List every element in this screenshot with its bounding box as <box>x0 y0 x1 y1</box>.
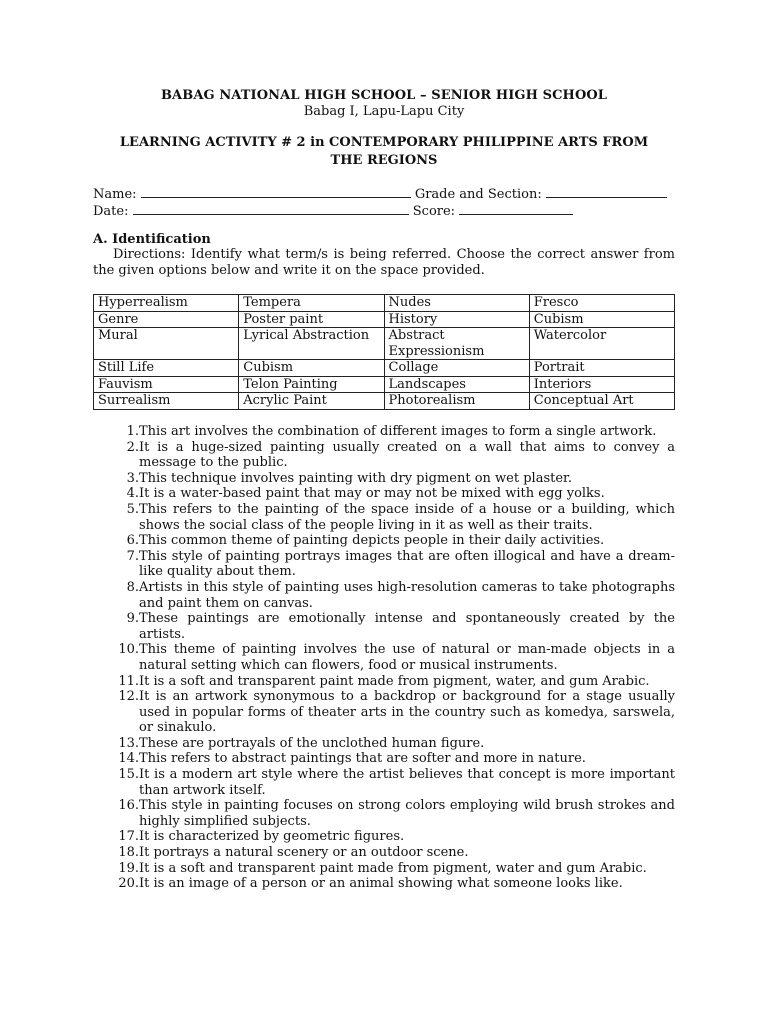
option-cell: Tempera <box>239 295 384 312</box>
question-text: This style of painting portrays images that are often illogical and have a dream-like quality about them. <box>139 548 675 580</box>
option-cell: Mural <box>94 328 239 360</box>
directions-text: Directions: Identify what term/s is being referred. Choose the correct answer from the given options below and write it on the space provided. <box>93 247 675 278</box>
question-number: 13. <box>118 735 139 751</box>
question-item <box>93 845 675 861</box>
options-row <box>94 295 675 312</box>
question-text: It is a modern art style where the artist believes that concept is more important than artwork itself. <box>139 767 675 798</box>
option-cell: History <box>384 311 529 328</box>
option-cell: Genre <box>94 311 239 328</box>
question-item <box>93 876 675 892</box>
question-item <box>93 751 675 767</box>
question-number: 3. <box>126 470 139 486</box>
question-item <box>93 798 675 829</box>
question-item <box>93 767 675 798</box>
question-text: This theme of painting involves the use of natural or man-made objects in a natural setting which can flowers, food or musical instruments. <box>139 642 675 673</box>
question-number: 17. <box>118 829 139 845</box>
question-item <box>93 689 675 736</box>
question-text: This common theme of painting depicts people in their daily activities. <box>139 533 605 549</box>
question-item <box>93 829 675 845</box>
question-text: These paintings are emotionally intense and spontaneously created by the artists. <box>139 611 675 642</box>
question-list <box>93 424 675 892</box>
date-field[interactable] <box>133 201 409 215</box>
option-cell: Nudes <box>384 295 529 312</box>
activity-title-line-1: LEARNING ACTIVITY # 2 in CONTEMPORARY PHILIPPINE ARTS FROM <box>119 135 649 150</box>
options-row <box>94 311 675 328</box>
score-field[interactable] <box>459 201 573 215</box>
activity-title-line-2: THE REGIONS <box>330 153 438 168</box>
question-text: This refers to the painting of the space inside of a house or a building, which shows the social class of the people living in it as well as their traits. <box>139 501 675 533</box>
question-item <box>93 674 675 690</box>
activity-title <box>84 134 684 170</box>
question-text: It is a soft and transparent paint made from pigment, water and gum Arabic. <box>139 860 647 876</box>
question-item <box>93 549 675 580</box>
question-text: It is characterized by geometric figures. <box>139 829 405 845</box>
question-number: 6. <box>126 533 139 549</box>
question-item <box>93 861 675 877</box>
question-item <box>93 440 675 471</box>
question-text: This technique involves painting with dry pigment on wet plaster. <box>139 470 572 486</box>
question-number: 19. <box>118 860 139 876</box>
option-cell: Watercolor <box>529 328 674 360</box>
option-cell: Conceptual Art <box>529 393 674 410</box>
option-cell: Abstract Expressionism <box>384 328 529 360</box>
question-item <box>93 424 675 440</box>
question-text: It is an image of a person or an animal showing what someone looks like. <box>139 876 623 892</box>
question-item <box>93 580 675 611</box>
options-row <box>94 360 675 377</box>
question-number: 14. <box>118 751 139 767</box>
option-cell: Surrealism <box>94 393 239 410</box>
question-text: It is a soft and transparent paint made from pigment, water, and gum Arabic. <box>139 673 650 689</box>
section-title: A. Identification <box>93 232 211 247</box>
option-cell: Cubism <box>529 311 674 328</box>
question-number: 12. <box>118 689 139 705</box>
options-table <box>93 294 675 410</box>
option-cell: Collage <box>384 360 529 377</box>
option-cell: Poster paint <box>239 311 384 328</box>
question-item <box>93 486 675 502</box>
option-cell: Lyrical Abstraction <box>239 328 384 360</box>
school-name: BABAG NATIONAL HIGH SCHOOL – SENIOR HIGH SCHOOL <box>160 88 608 103</box>
school-address: Babag I, Lapu-Lapu City <box>303 104 465 119</box>
question-number: 16. <box>118 798 139 814</box>
name-label: Name: <box>93 187 137 202</box>
question-text: This style in painting focuses on strong colors employing wild brush strokes and highly simplified subjects. <box>139 798 675 829</box>
question-item <box>93 611 675 642</box>
question-number: 20. <box>118 876 139 892</box>
question-text: It portrays a natural scenery or an outdoor scene. <box>139 845 469 861</box>
question-number: 11. <box>118 673 139 689</box>
score-label: Score: <box>412 204 456 219</box>
question-text: This refers to abstract paintings that are softer and more in nature. <box>139 751 586 767</box>
question-number: 10. <box>118 642 139 658</box>
question-text: It is a huge-sized painting usually created on a wall that aims to convey a message to the public. <box>139 439 675 471</box>
option-cell: Acrylic Paint <box>239 393 384 410</box>
question-item <box>93 502 675 533</box>
option-cell: Interiors <box>529 376 674 393</box>
grade-section-field[interactable] <box>546 184 667 198</box>
question-number: 8. <box>126 579 139 595</box>
question-number: 1. <box>126 424 139 439</box>
question-item <box>93 642 675 673</box>
option-cell: Fresco <box>529 295 674 312</box>
question-item <box>93 533 675 549</box>
option-cell: Landscapes <box>384 376 529 393</box>
option-cell: Hyperrealism <box>94 295 239 312</box>
question-text: This art involves the combination of different images to form a single artwork. <box>139 424 657 439</box>
question-number: 4. <box>126 486 139 502</box>
question-number: 15. <box>118 767 139 783</box>
question-text: These are portrayals of the unclothed human figure. <box>139 735 485 751</box>
option-cell: Still Life <box>94 360 239 377</box>
option-cell: Portrait <box>529 360 674 377</box>
question-item <box>93 736 675 752</box>
option-cell: Cubism <box>239 360 384 377</box>
name-field[interactable] <box>141 184 411 198</box>
question-number: 9. <box>126 611 139 627</box>
option-cell: Fauvism <box>94 376 239 393</box>
question-item <box>93 471 675 487</box>
date-score-row <box>93 201 693 219</box>
grade-section-label: Grade and Section: <box>414 187 542 202</box>
question-number: 2. <box>126 439 139 455</box>
question-text: It is an artwork synonymous to a backdrop or background for a stage usually used in popular forms of theater arts in the country such as komedya, sarswela, or sinakulo. <box>139 689 675 736</box>
name-grade-row <box>93 184 693 202</box>
question-number: 18. <box>118 845 139 861</box>
question-number: 7. <box>126 548 139 564</box>
options-row <box>94 376 675 393</box>
options-row <box>94 393 675 410</box>
question-text: Artists in this style of painting uses high-resolution cameras to take photographs and paint them on canvas. <box>139 579 675 611</box>
question-number: 5. <box>126 501 139 517</box>
question-text: It is a water-based paint that may or may not be mixed with egg yolks. <box>139 486 605 502</box>
date-label: Date: <box>93 204 129 219</box>
option-cell: Photorealism <box>384 393 529 410</box>
option-cell: Telon Painting <box>239 376 384 393</box>
options-row <box>94 328 675 360</box>
